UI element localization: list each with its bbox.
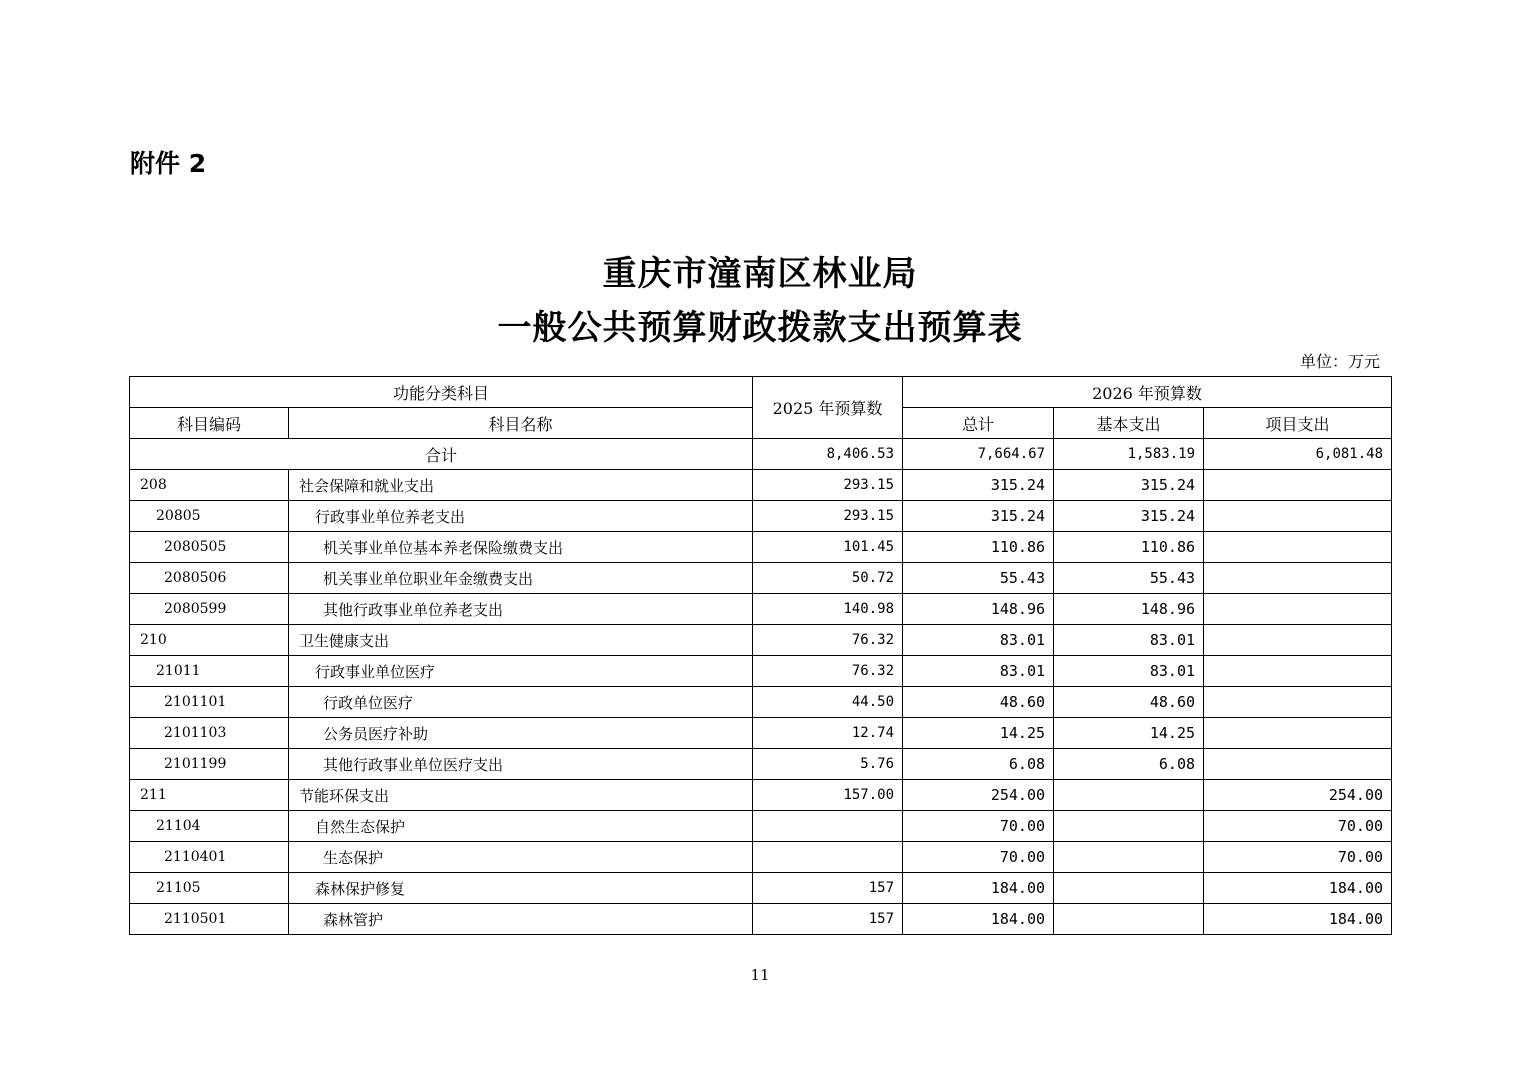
header-name: 科目名称	[289, 408, 753, 439]
table-row	[130, 842, 1392, 873]
cell-basic: 48.60	[1054, 687, 1204, 718]
cell-total: 6.08	[903, 749, 1054, 780]
cell-basic: 315.24	[1054, 501, 1204, 532]
cell-budget-2025: 76.32	[753, 656, 903, 687]
cell-total: 70.00	[903, 842, 1054, 873]
cell-basic: 55.43	[1054, 563, 1204, 594]
cell-project	[1204, 749, 1392, 780]
cell-budget-2025: 293.15	[753, 501, 903, 532]
header-project: 项目支出	[1204, 408, 1392, 439]
cell-code: 211	[130, 780, 289, 811]
header-budget-2025: 2025 年预算数	[753, 377, 903, 439]
cell-code: 21011	[130, 656, 289, 687]
cell-project	[1204, 687, 1392, 718]
cell-name: 自然生态保护	[289, 811, 753, 842]
cell-basic: 14.25	[1054, 718, 1204, 749]
cell-budget-2025	[753, 842, 903, 873]
cell-total: 254.00	[903, 780, 1054, 811]
cell-basic	[1054, 842, 1204, 873]
table-row	[130, 904, 1392, 935]
cell-code: 2080506	[130, 563, 289, 594]
header-code: 科目编码	[130, 408, 289, 439]
table-row	[130, 470, 1392, 501]
cell-code: 2080599	[130, 594, 289, 625]
page-number: 11	[750, 966, 770, 984]
table-row	[130, 780, 1392, 811]
header-total: 总计	[903, 408, 1054, 439]
cell-name: 其他行政事业单位医疗支出	[289, 749, 753, 780]
cell-basic: 83.01	[1054, 625, 1204, 656]
table-row	[130, 563, 1392, 594]
cell-project	[1204, 656, 1392, 687]
cell-code: 2101101	[130, 687, 289, 718]
cell-project	[1204, 718, 1392, 749]
table-row	[130, 873, 1392, 904]
cell-basic: 110.86	[1054, 532, 1204, 563]
cell-name: 公务员医疗补助	[289, 718, 753, 749]
cell-total: 184.00	[903, 873, 1054, 904]
cell-name: 行政事业单位养老支出	[289, 501, 753, 532]
cell-total: 83.01	[903, 656, 1054, 687]
cell-code: 210	[130, 625, 289, 656]
cell-total: 83.01	[903, 625, 1054, 656]
cell-budget-2025: 50.72	[753, 563, 903, 594]
cell-name: 节能环保支出	[289, 780, 753, 811]
cell-total: 14.25	[903, 718, 1054, 749]
cell-total: 70.00	[903, 811, 1054, 842]
cell-budget-2025: 157	[753, 904, 903, 935]
total-total: 7,664.67	[903, 439, 1054, 470]
cell-basic	[1054, 811, 1204, 842]
cell-code: 2110401	[130, 842, 289, 873]
cell-basic: 83.01	[1054, 656, 1204, 687]
cell-project	[1204, 625, 1392, 656]
header-budget-2026: 2026 年预算数	[903, 377, 1392, 408]
cell-basic: 148.96	[1054, 594, 1204, 625]
cell-basic	[1054, 780, 1204, 811]
cell-budget-2025	[753, 811, 903, 842]
document-title-line2: 一般公共预算财政拨款支出预算表	[497, 308, 1023, 348]
cell-code: 20805	[130, 501, 289, 532]
header-basic: 基本支出	[1054, 408, 1204, 439]
cell-project	[1204, 470, 1392, 501]
header-functional-category: 功能分类科目	[130, 377, 753, 408]
cell-name: 社会保障和就业支出	[289, 470, 753, 501]
cell-basic: 315.24	[1054, 470, 1204, 501]
total-label: 合计	[130, 439, 753, 470]
cell-basic	[1054, 873, 1204, 904]
cell-name: 其他行政事业单位养老支出	[289, 594, 753, 625]
total-row	[130, 439, 1392, 470]
cell-budget-2025: 157.00	[753, 780, 903, 811]
cell-project: 70.00	[1204, 842, 1392, 873]
table-row	[130, 501, 1392, 532]
cell-name: 森林保护修复	[289, 873, 753, 904]
cell-project	[1204, 563, 1392, 594]
attachment-label: 附件 2	[130, 149, 207, 178]
cell-budget-2025: 157	[753, 873, 903, 904]
cell-total: 110.86	[903, 532, 1054, 563]
table-body	[130, 439, 1392, 935]
table-row	[130, 532, 1392, 563]
table-header	[130, 377, 1392, 439]
unit-label: 单位：万元	[1299, 352, 1380, 371]
cell-code: 21104	[130, 811, 289, 842]
cell-name: 行政单位医疗	[289, 687, 753, 718]
cell-total: 48.60	[903, 687, 1054, 718]
cell-budget-2025: 293.15	[753, 470, 903, 501]
cell-total: 55.43	[903, 563, 1054, 594]
cell-code: 2080505	[130, 532, 289, 563]
cell-name: 机关事业单位职业年金缴费支出	[289, 563, 753, 594]
cell-project	[1204, 532, 1392, 563]
cell-name: 卫生健康支出	[289, 625, 753, 656]
table-row	[130, 749, 1392, 780]
cell-project	[1204, 501, 1392, 532]
cell-total: 148.96	[903, 594, 1054, 625]
cell-code: 21105	[130, 873, 289, 904]
cell-project	[1204, 594, 1392, 625]
header-row-1	[130, 377, 1392, 408]
cell-basic: 6.08	[1054, 749, 1204, 780]
cell-budget-2025: 44.50	[753, 687, 903, 718]
cell-project: 184.00	[1204, 873, 1392, 904]
total-basic: 1,583.19	[1054, 439, 1204, 470]
cell-project: 70.00	[1204, 811, 1392, 842]
cell-budget-2025: 12.74	[753, 718, 903, 749]
table-row	[130, 625, 1392, 656]
table-row	[130, 811, 1392, 842]
cell-name: 生态保护	[289, 842, 753, 873]
total-budget-2025: 8,406.53	[753, 439, 903, 470]
cell-code: 208	[130, 470, 289, 501]
cell-project: 254.00	[1204, 780, 1392, 811]
document-title-line1: 重庆市潼南区林业局	[602, 254, 918, 294]
cell-name: 机关事业单位基本养老保险缴费支出	[289, 532, 753, 563]
budget-table	[129, 376, 1392, 935]
table-row	[130, 718, 1392, 749]
cell-code: 2101103	[130, 718, 289, 749]
table-row	[130, 687, 1392, 718]
cell-total: 315.24	[903, 470, 1054, 501]
cell-budget-2025: 101.45	[753, 532, 903, 563]
cell-budget-2025: 5.76	[753, 749, 903, 780]
cell-budget-2025: 140.98	[753, 594, 903, 625]
cell-basic	[1054, 904, 1204, 935]
table-row	[130, 656, 1392, 687]
table-row	[130, 594, 1392, 625]
cell-code: 2110501	[130, 904, 289, 935]
cell-total: 315.24	[903, 501, 1054, 532]
cell-budget-2025: 76.32	[753, 625, 903, 656]
cell-name: 行政事业单位医疗	[289, 656, 753, 687]
cell-project: 184.00	[1204, 904, 1392, 935]
cell-total: 184.00	[903, 904, 1054, 935]
total-project: 6,081.48	[1204, 439, 1392, 470]
cell-name: 森林管护	[289, 904, 753, 935]
cell-code: 2101199	[130, 749, 289, 780]
